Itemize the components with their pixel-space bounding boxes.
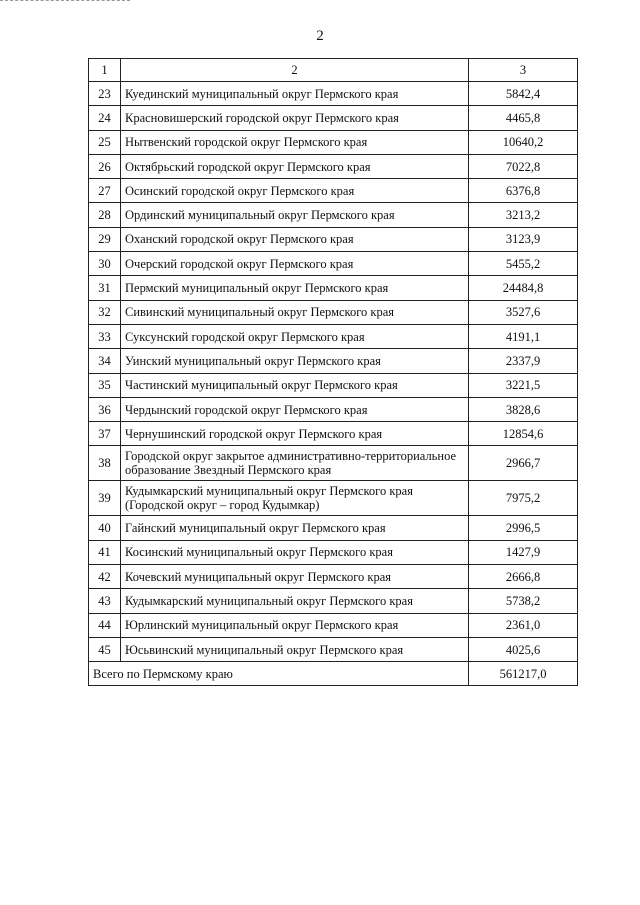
table-row [89,252,578,276]
row-number-cell: 39 [89,481,121,516]
table-row [89,373,578,397]
row-number-cell: 30 [89,252,121,276]
row-number-cell: 31 [89,276,121,300]
municipality-name-cell: Ординский муниципальный округ Пермского края [121,203,469,227]
table-row [89,203,578,227]
table-row [89,422,578,446]
table-row [89,565,578,589]
row-number-cell: 27 [89,179,121,203]
row-number-cell: 33 [89,324,121,348]
table-header-row [89,59,578,82]
amount-cell: 3123,9 [469,227,578,251]
municipality-name-cell: Кудымкарский муниципальный округ Пермского края (Городской округ – город Кудымкар) [121,481,469,516]
column-header-3: 3 [469,59,578,82]
amount-cell: 7975,2 [469,481,578,516]
table-row [89,106,578,130]
amount-cell: 5455,2 [469,252,578,276]
municipality-name-cell: Октябрьский городской округ Пермского края [121,154,469,178]
municipality-name-cell: Уинский муниципальный округ Пермского края [121,349,469,373]
amount-cell: 1427,9 [469,540,578,564]
amount-cell: 6376,8 [469,179,578,203]
amount-cell: 4191,1 [469,324,578,348]
column-header-2: 2 [121,59,469,82]
row-number-cell: 34 [89,349,121,373]
row-number-cell: 44 [89,613,121,637]
municipality-name-cell: Сивинский муниципальный округ Пермского края [121,300,469,324]
table-body [89,59,578,686]
table-row [89,300,578,324]
table-row [89,276,578,300]
amount-cell: 3213,2 [469,203,578,227]
table-row [89,179,578,203]
table-row [89,349,578,373]
amount-cell: 5738,2 [469,589,578,613]
municipality-name-cell: Очерский городской округ Пермского края [121,252,469,276]
table-row [89,397,578,421]
row-number-cell: 40 [89,516,121,540]
municipality-name-cell: Нытвенский городской округ Пермского края [121,130,469,154]
municipality-name-cell: Оханский городской округ Пермского края [121,227,469,251]
amount-cell: 12854,6 [469,422,578,446]
municipality-name-cell: Кудымкарский муниципальный округ Пермского края [121,589,469,613]
amount-cell: 24484,8 [469,276,578,300]
amount-cell: 2966,7 [469,446,578,481]
row-number-cell: 23 [89,82,121,106]
table-row [89,637,578,661]
total-amount: 561217,0 [469,662,578,686]
amount-cell: 3828,6 [469,397,578,421]
amount-cell: 5842,4 [469,82,578,106]
amount-cell: 2996,5 [469,516,578,540]
table-row [89,130,578,154]
amount-cell: 2361,0 [469,613,578,637]
municipality-name-cell: Гайнский муниципальный округ Пермского края [121,516,469,540]
page-number: 2 [316,28,324,44]
municipality-name-cell: Пермский муниципальный округ Пермского края [121,276,469,300]
municipality-name-cell: Куединский муниципальный округ Пермского края [121,82,469,106]
row-number-cell: 29 [89,227,121,251]
amount-cell: 2337,9 [469,349,578,373]
row-number-cell: 37 [89,422,121,446]
municipality-name-cell: Осинский городской округ Пермского края [121,179,469,203]
municipality-name-cell: Косинский муниципальный округ Пермского края [121,540,469,564]
municipality-name-cell: Городской округ закрытое административно-территориальное образование Звездный Пермского края [121,446,469,481]
row-number-cell: 43 [89,589,121,613]
amount-cell: 4465,8 [469,106,578,130]
row-number-cell: 28 [89,203,121,227]
row-number-cell: 45 [89,637,121,661]
municipality-name-cell: Чернушинский городской округ Пермского края [121,422,469,446]
table-row [89,227,578,251]
row-number-cell: 24 [89,106,121,130]
table-row [89,446,578,481]
amount-cell: 4025,6 [469,637,578,661]
table-row [89,613,578,637]
municipality-name-cell: Юсьвинский муниципальный округ Пермского края [121,637,469,661]
row-number-cell: 36 [89,397,121,421]
row-number-cell: 26 [89,154,121,178]
row-number-cell: 42 [89,565,121,589]
municipality-name-cell: Суксунский городской округ Пермского края [121,324,469,348]
table-row [89,154,578,178]
table-row [89,540,578,564]
amount-cell: 2666,8 [469,565,578,589]
table-row [89,324,578,348]
budget-table [88,58,578,686]
municipality-name-cell: Частинский муниципальный округ Пермского края [121,373,469,397]
scan-edge-mark [0,0,130,3]
amount-cell: 3221,5 [469,373,578,397]
table-row [89,82,578,106]
row-number-cell: 35 [89,373,121,397]
amount-cell: 7022,8 [469,154,578,178]
row-number-cell: 38 [89,446,121,481]
municipality-name-cell: Чердынский городской округ Пермского края [121,397,469,421]
table-row [89,516,578,540]
amount-cell: 10640,2 [469,130,578,154]
row-number-cell: 25 [89,130,121,154]
municipality-name-cell: Юрлинский муниципальный округ Пермского края [121,613,469,637]
table-row [89,589,578,613]
municipality-name-cell: Кочевский муниципальный округ Пермского края [121,565,469,589]
column-header-1: 1 [89,59,121,82]
row-number-cell: 41 [89,540,121,564]
row-number-cell: 32 [89,300,121,324]
table-row [89,481,578,516]
table-total-row [89,662,578,686]
municipality-name-cell: Красновишерский городской округ Пермского края [121,106,469,130]
amount-cell: 3527,6 [469,300,578,324]
total-label: Всего по Пермскому краю [89,662,469,686]
